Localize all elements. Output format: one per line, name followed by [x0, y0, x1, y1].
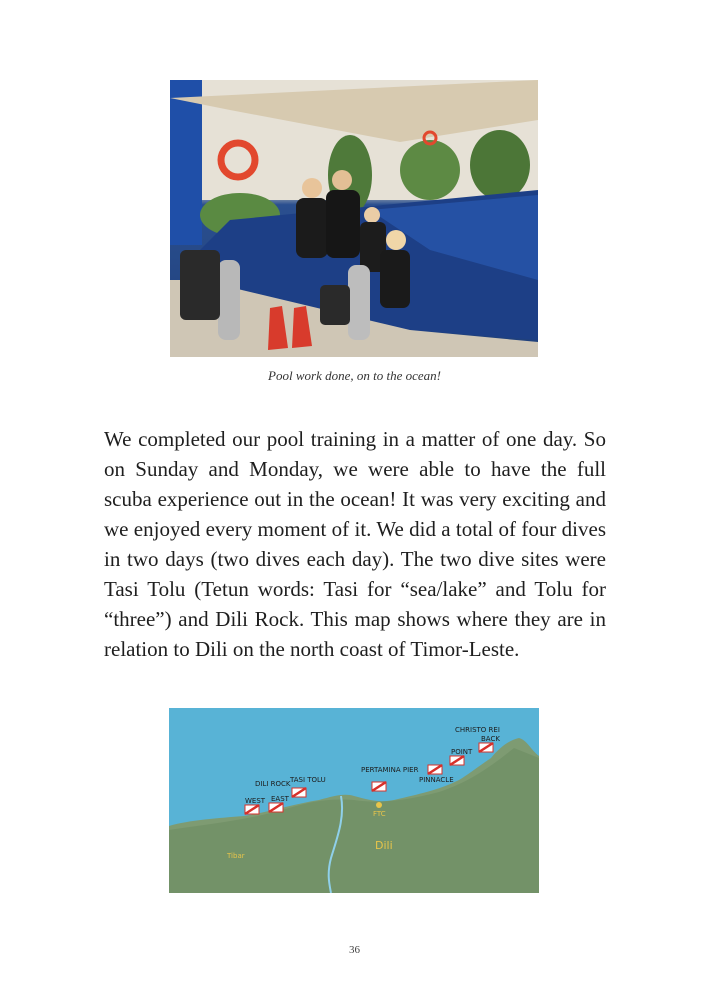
label-dili-rock: DILI ROCK	[255, 780, 291, 788]
dive-sites-map	[169, 708, 539, 893]
label-east: EAST	[271, 795, 289, 803]
pool-photo-illustration	[170, 80, 538, 357]
ftc-marker-icon	[376, 802, 382, 808]
label-west: WEST	[245, 797, 266, 805]
label-dili: Dili	[375, 839, 393, 852]
label-pertamina-pier: PERTAMINA PIER	[361, 766, 419, 774]
label-christo-rei: CHRISTO REI	[455, 726, 500, 734]
dive-flag-pertamina-pier	[372, 782, 386, 791]
dive-flag-christo-rei-back	[479, 743, 493, 752]
pool-photo	[170, 80, 538, 357]
dive-flag-tasi-tolu	[292, 788, 306, 797]
dive-flag-pinnacle	[428, 765, 442, 774]
dive-flag-christo-rei-point	[450, 756, 464, 765]
label-point: POINT	[451, 748, 473, 756]
label-tibar: Tibar	[227, 852, 245, 860]
label-ftc: FTC	[373, 810, 386, 818]
dive-flag-dili-rock-west	[245, 805, 259, 814]
label-back: BACK	[481, 735, 500, 743]
body-paragraph: We completed our pool training in a matter of one day. So on Sunday and Monday, we were able to have the full scuba experience out in the ocean! It was very exciting and we enjoyed every moment of it. We did a total of four dives in two days (two dives each day). The two dive sites were Tasi Tolu (Tetun words: Tasi for “sea/lake” and Tolu for “three”) and Dili Rock. This map shows where they are in relation to Dili on the north coast of Timor-Leste.	[104, 427, 606, 661]
label-tasi-tolu: TASI TOLU	[290, 776, 326, 784]
page-number: 36	[349, 944, 360, 956]
label-pinnacle: PINNACLE	[419, 776, 454, 784]
dive-map-illustration	[169, 708, 539, 893]
photo-caption: Pool work done, on to the ocean!	[268, 368, 441, 383]
dive-flag-dili-rock-east	[269, 803, 283, 812]
